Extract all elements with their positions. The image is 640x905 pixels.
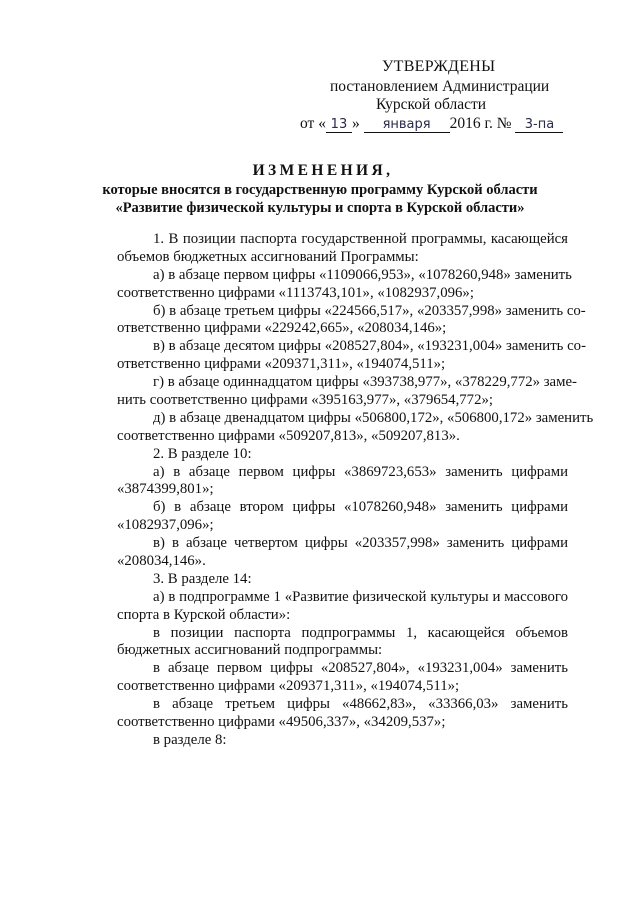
body-line: ответственно цифрами «229242,665», «208034,146»; (117, 320, 447, 337)
body-line: нить соответственно цифрами «395163,977», «379654,772»; (117, 392, 493, 409)
body-line: соответственно цифрами «1113743,101», «1082937,096»; (117, 284, 474, 301)
approval-line-decree: постановлением Администрации (330, 78, 550, 95)
date-year: 2016 г. № (449, 115, 512, 132)
date-month: января (364, 117, 450, 133)
body-line: г) в абзаце одиннадцатом цифры «393738,977», «378229,772» заме- (153, 374, 577, 391)
date-quote-close: » (351, 115, 360, 132)
body-line: ответственно цифрами «209371,311», «194074,511»; (117, 356, 446, 373)
body-line: б) в абзаце втором цифры «1078260,948» заменить цифрами (153, 499, 568, 516)
document-subtitle-2: «Развитие физической культуры и спорта в Курской области» (115, 200, 525, 216)
body-line: «208034,146». (117, 553, 206, 570)
body-line: 1. В позиции паспорта государственной программы, касающейся (153, 231, 568, 247)
body-line: соответственно цифрами «209371,311», «194074,511»; (117, 678, 460, 695)
body-line: б) в абзаце третьем цифры «224566,517», «203357,998» заменить со- (153, 302, 586, 319)
body-line: соответственно цифрами «49506,337», «34209,537»; (117, 714, 446, 731)
approval-title: УТВЕРЖДЕНЫ (382, 58, 496, 75)
document-title: ИЗМЕНЕНИЯ, (252, 162, 394, 179)
body-line: а) в абзаце первом цифры «3869723,653» заменить цифрами (153, 463, 568, 480)
body-line: «3874399,801»; (117, 481, 214, 498)
document-body (117, 231, 594, 750)
body-line: в позиции паспорта подпрограммы 1, касающейся объемов (153, 624, 568, 641)
approval-date-line (300, 115, 563, 133)
date-day: 13 (326, 117, 352, 133)
body-line: 3. В разделе 14: (153, 570, 252, 587)
body-line: в) в абзаце четвертом цифры «203357,998» заменить цифрами (153, 535, 568, 552)
body-line: а) в подпрограмме 1 «Развитие физической культуры и массового (153, 588, 568, 605)
body-line: д) в абзаце двенадцатом цифры «506800,172», «506800,172» заменить (153, 409, 594, 426)
body-line: в разделе 8: (153, 731, 227, 748)
document-subtitle-1: которые вносятся в государственную программу Курской области (102, 182, 538, 198)
approval-line-region: Курской области (376, 96, 487, 113)
body-line: объемов бюджетных ассигнований Программы: (117, 248, 419, 265)
decree-number: 3-па (515, 117, 563, 133)
body-line: соответственно цифрами «509207,813», «509207,813». (117, 427, 460, 444)
body-line: в абзаце первом цифры «208527,804», «193231,004» заменить (153, 660, 568, 677)
body-line: в абзаце третьем цифры «48662,83», «33366,03» заменить (153, 696, 568, 713)
body-line: а) в абзаце первом цифры «1109066,953», «1078260,948» заменить (153, 266, 572, 283)
body-line: «1082937,096»; (117, 517, 214, 534)
body-line: спорта в Курской области»: (117, 606, 291, 623)
body-line: в) в абзаце десятом цифры «208527,804», «193231,004» заменить со- (153, 338, 586, 355)
body-line: бюджетных ассигнований подпрограммы: (117, 642, 383, 659)
date-prefix: от « (300, 115, 326, 132)
body-line: 2. В разделе 10: (153, 445, 252, 462)
